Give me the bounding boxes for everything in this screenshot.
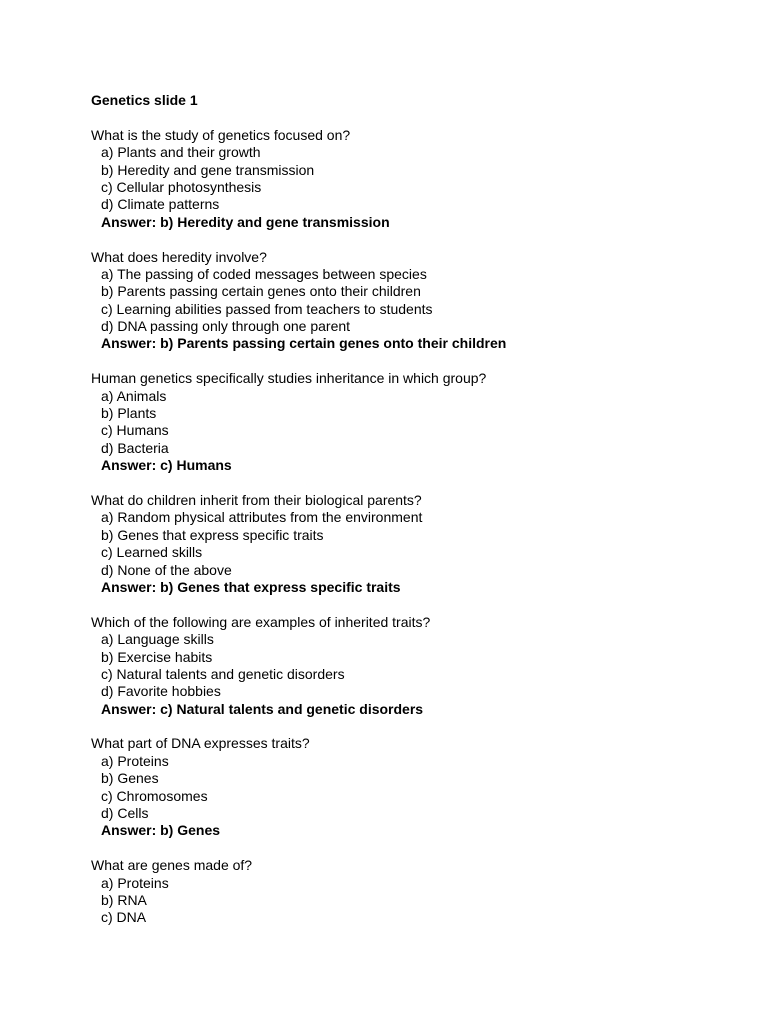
answer-option: c) Chromosomes <box>101 787 208 804</box>
question-text: What is the study of genetics focused on? <box>91 126 351 143</box>
correct-answer: Answer: b) Heredity and gene transmission <box>101 213 390 230</box>
answer-option: b) Exercise habits <box>101 648 213 665</box>
answer-option: b) Parents passing certain genes onto their children <box>101 283 421 300</box>
answer-option: b) Genes <box>101 770 159 787</box>
question-text: What are genes made of? <box>91 857 253 874</box>
question-block <box>91 492 731 596</box>
question-text: What part of DNA expresses traits? <box>91 735 310 752</box>
answer-option: c) Natural talents and genetic disorders <box>101 665 345 682</box>
correct-answer: Answer: c) Natural talents and genetic disorders <box>101 700 424 717</box>
correct-answer: Answer: b) Parents passing certain genes onto their children <box>101 335 507 352</box>
question-block <box>91 735 731 839</box>
answer-option: d) DNA passing only through one parent <box>101 318 351 335</box>
question-text: What does heredity involve? <box>91 248 267 265</box>
answer-option: d) None of the above <box>101 561 232 578</box>
answer-option: c) DNA <box>101 909 147 926</box>
question-block <box>91 614 731 718</box>
document-title: Genetics slide 1 <box>91 92 198 108</box>
question-block <box>91 370 731 474</box>
answer-option: d) Bacteria <box>101 439 169 456</box>
answer-option: c) Learning abilities passed from teachers to students <box>101 300 433 317</box>
answer-option: d) Climate patterns <box>101 196 220 213</box>
question-text: Which of the following are examples of inherited traits? <box>91 613 431 630</box>
question-block <box>91 127 731 231</box>
answer-option: c) Cellular photosynthesis <box>101 178 262 195</box>
document-page <box>91 92 731 927</box>
answer-option: a) Proteins <box>101 874 169 891</box>
answer-option: a) The passing of coded messages between species <box>101 265 427 282</box>
answer-option: d) Cells <box>101 805 149 822</box>
answer-option: a) Animals <box>101 387 167 404</box>
question-block <box>91 249 731 353</box>
question-block <box>91 857 731 927</box>
answer-option: c) Humans <box>101 422 169 439</box>
answer-option: a) Language skills <box>101 631 214 648</box>
answer-option: a) Proteins <box>101 752 169 769</box>
correct-answer: Answer: c) Humans <box>101 457 232 474</box>
correct-answer: Answer: b) Genes that express specific traits <box>101 578 401 595</box>
answer-option: b) Genes that express specific traits <box>101 526 324 543</box>
answer-option: a) Plants and their growth <box>101 144 261 161</box>
answer-option: c) Learned skills <box>101 544 203 561</box>
answer-option: b) Plants <box>101 405 157 422</box>
answer-option: a) Random physical attributes from the environment <box>101 509 423 526</box>
answer-option: d) Favorite hobbies <box>101 683 221 700</box>
question-text: Human genetics specifically studies inheritance in which group? <box>91 370 487 387</box>
question-text: What do children inherit from their biological parents? <box>91 491 422 508</box>
answer-option: b) RNA <box>101 891 147 908</box>
correct-answer: Answer: b) Genes <box>101 822 221 839</box>
answer-option: b) Heredity and gene transmission <box>101 161 315 178</box>
